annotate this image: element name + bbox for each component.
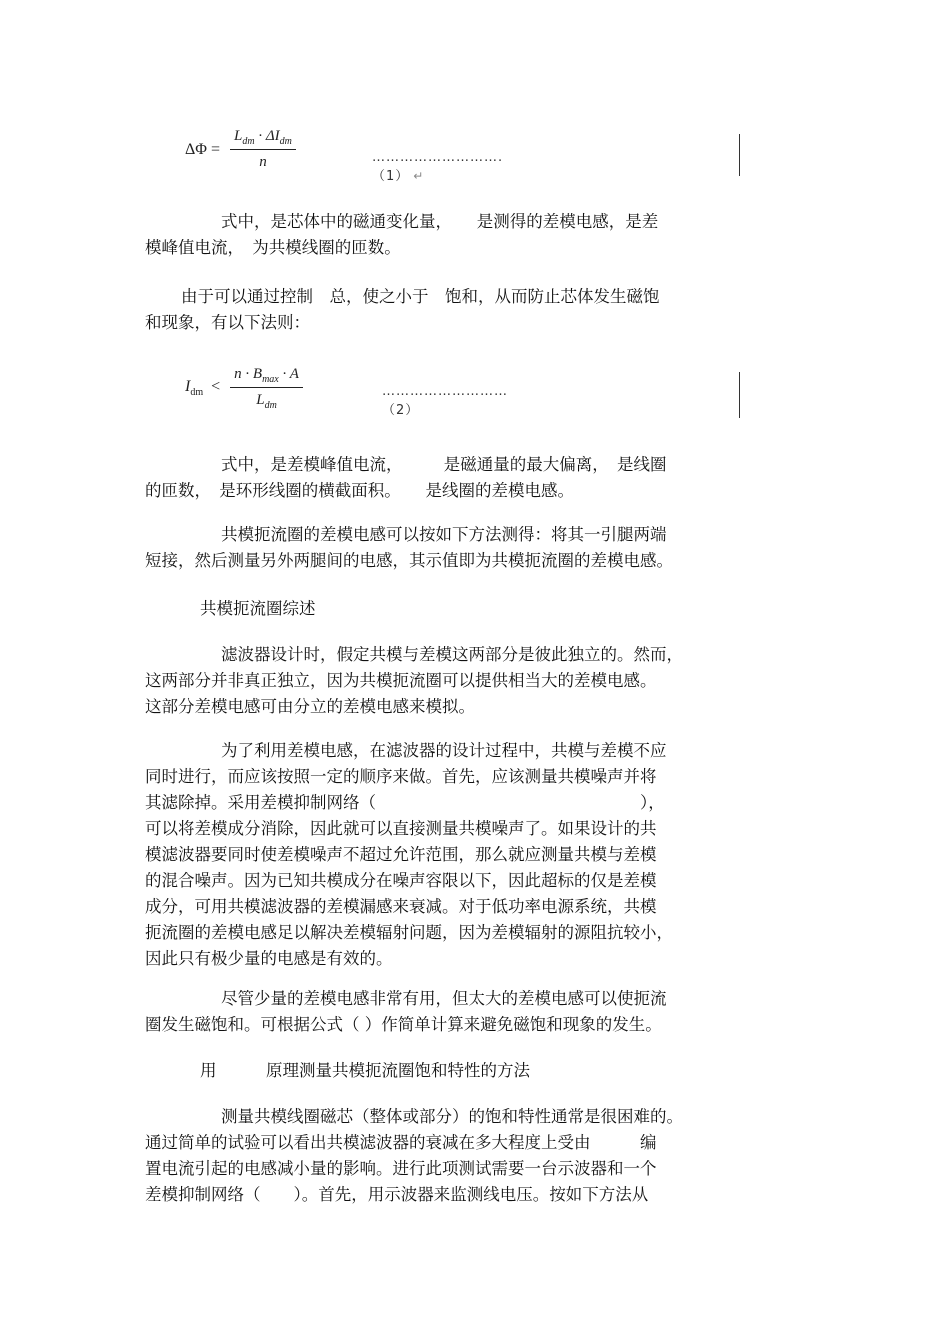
text-line: 模滤波器要同时使差模噪声不超过允许范围，那么就应测量共模与差模 [145, 845, 657, 864]
section-heading: 共模扼流圈综述 [200, 599, 316, 618]
text-line: 圈发生磁饱和。可根据公式（ ）作简单计算来避免磁饱和现象的发生。 [145, 1015, 662, 1034]
text-line: 滤波器设计时，假定共模与差模这两部分是彼此独立的。然而， [221, 645, 683, 664]
equation-1-number: ……………………….（1） ↵ [372, 150, 504, 184]
equation-1-numerator: $L_{dm} \cdot \Delta I_{dm}$ [230, 128, 296, 150]
text-line: 同时进行，而应该按照一定的顺序来做。首先，应该测量共模噪声并将 [145, 767, 657, 786]
text-line: 测量共模线圈磁芯（整体或部分）的饱和特性通常是很困难的。 [221, 1107, 683, 1126]
paragraph-5 [145, 642, 740, 720]
return-mark-icon: ↵ [413, 169, 425, 183]
margin-bar [739, 372, 740, 418]
equation-2-lhs: $I_{dm}$ < [185, 378, 221, 399]
text-line: 由于可以通过控制 总，使之小于 饱和，从而防止芯体发生磁饱 [181, 287, 660, 306]
text-line: 可以将差模成分消除，因此就可以直接测量共模噪声了。如果设计的共 [145, 819, 657, 838]
section-heading: 用 原理测量共模扼流圈饱和特性的方法 [200, 1061, 530, 1080]
text-line: 这部分差模电感可由分立的差模电感来模拟。 [145, 697, 475, 716]
text-line: 共模扼流圈的差模电感可以按如下方法测得：将其一引腿两端 [221, 525, 667, 544]
text-line: 这两部分并非真正独立，因为共模扼流圈可以提供相当大的差模电感。 [145, 671, 657, 690]
paragraph-4 [145, 522, 740, 574]
paragraph-6 [145, 738, 740, 972]
text-line: 的匝数， 是环形线圈的横截面积。 是线圈的差模电感。 [145, 481, 574, 500]
paragraph-1 [145, 209, 740, 261]
text-line: 差模抑制网络（ ）。首先，用示波器来监测线电压。按如下方法从 [145, 1185, 649, 1204]
equation-2-denominator: $L_{dm}$ [256, 392, 277, 411]
equation-1-fraction [230, 128, 296, 171]
paragraph-7 [145, 986, 740, 1038]
text-line: 通过简单的试验可以看出共模滤波器的衰减在多大程度上受由 编 [145, 1133, 657, 1152]
text-line: 扼流圈的差模电感足以解决差模辐射问题，因为差模辐射的源阻抗较小， [145, 923, 673, 942]
text-line: 置电流引起的电感减小量的影响。进行此项测试需要一台示波器和一个 [145, 1159, 657, 1178]
equation-1 [185, 128, 504, 188]
equation-2-numerator: $n \cdot B_{max} \cdot A$ [230, 366, 303, 388]
text-line: 的混合噪声。因为已知共模成分在噪声容限以下，因此超标的仅是差模 [145, 871, 657, 890]
text-line: 模峰值电流， 为共模线圈的匝数。 [145, 238, 401, 257]
equation-1-denominator: n [259, 154, 267, 170]
equation-1-lhs: ΔΦ = [185, 140, 221, 158]
text-line: 成分，可用共模滤波器的差模漏感来衰减。对于低功率电源系统，共模 [145, 897, 657, 916]
paragraph-8 [145, 1104, 740, 1208]
text-line: 因此只有极少量的电感是有效的。 [145, 949, 393, 968]
text-line: 尽管少量的差模电感非常有用，但太大的差模电感可以使扼流 [221, 989, 667, 1008]
equation-2-fraction [230, 366, 303, 411]
text-line: 式中，是差模峰值电流， 是磁通量的最大偏离， 是线圈 [221, 455, 667, 474]
text-line: 短接，然后测量另外两腿间的电感，其示值即为共模扼流圈的差模电感。 [145, 551, 673, 570]
margin-bar [739, 134, 740, 176]
paragraph-2 [145, 284, 740, 336]
text-line: 式中，是芯体中的磁通变化量， 是测得的差模电感，是差 [221, 212, 659, 231]
paragraph-3 [145, 452, 740, 504]
equation-2-number: ………………………（2） [382, 384, 508, 418]
text-line: 其滤除掉。采用差模抑制网络（ ）， [145, 793, 665, 812]
text-line: 为了利用差模电感，在滤波器的设计过程中，共模与差模不应 [221, 741, 667, 760]
equation-2 [185, 366, 508, 426]
text-line: 和现象，有以下法则： [145, 313, 310, 332]
